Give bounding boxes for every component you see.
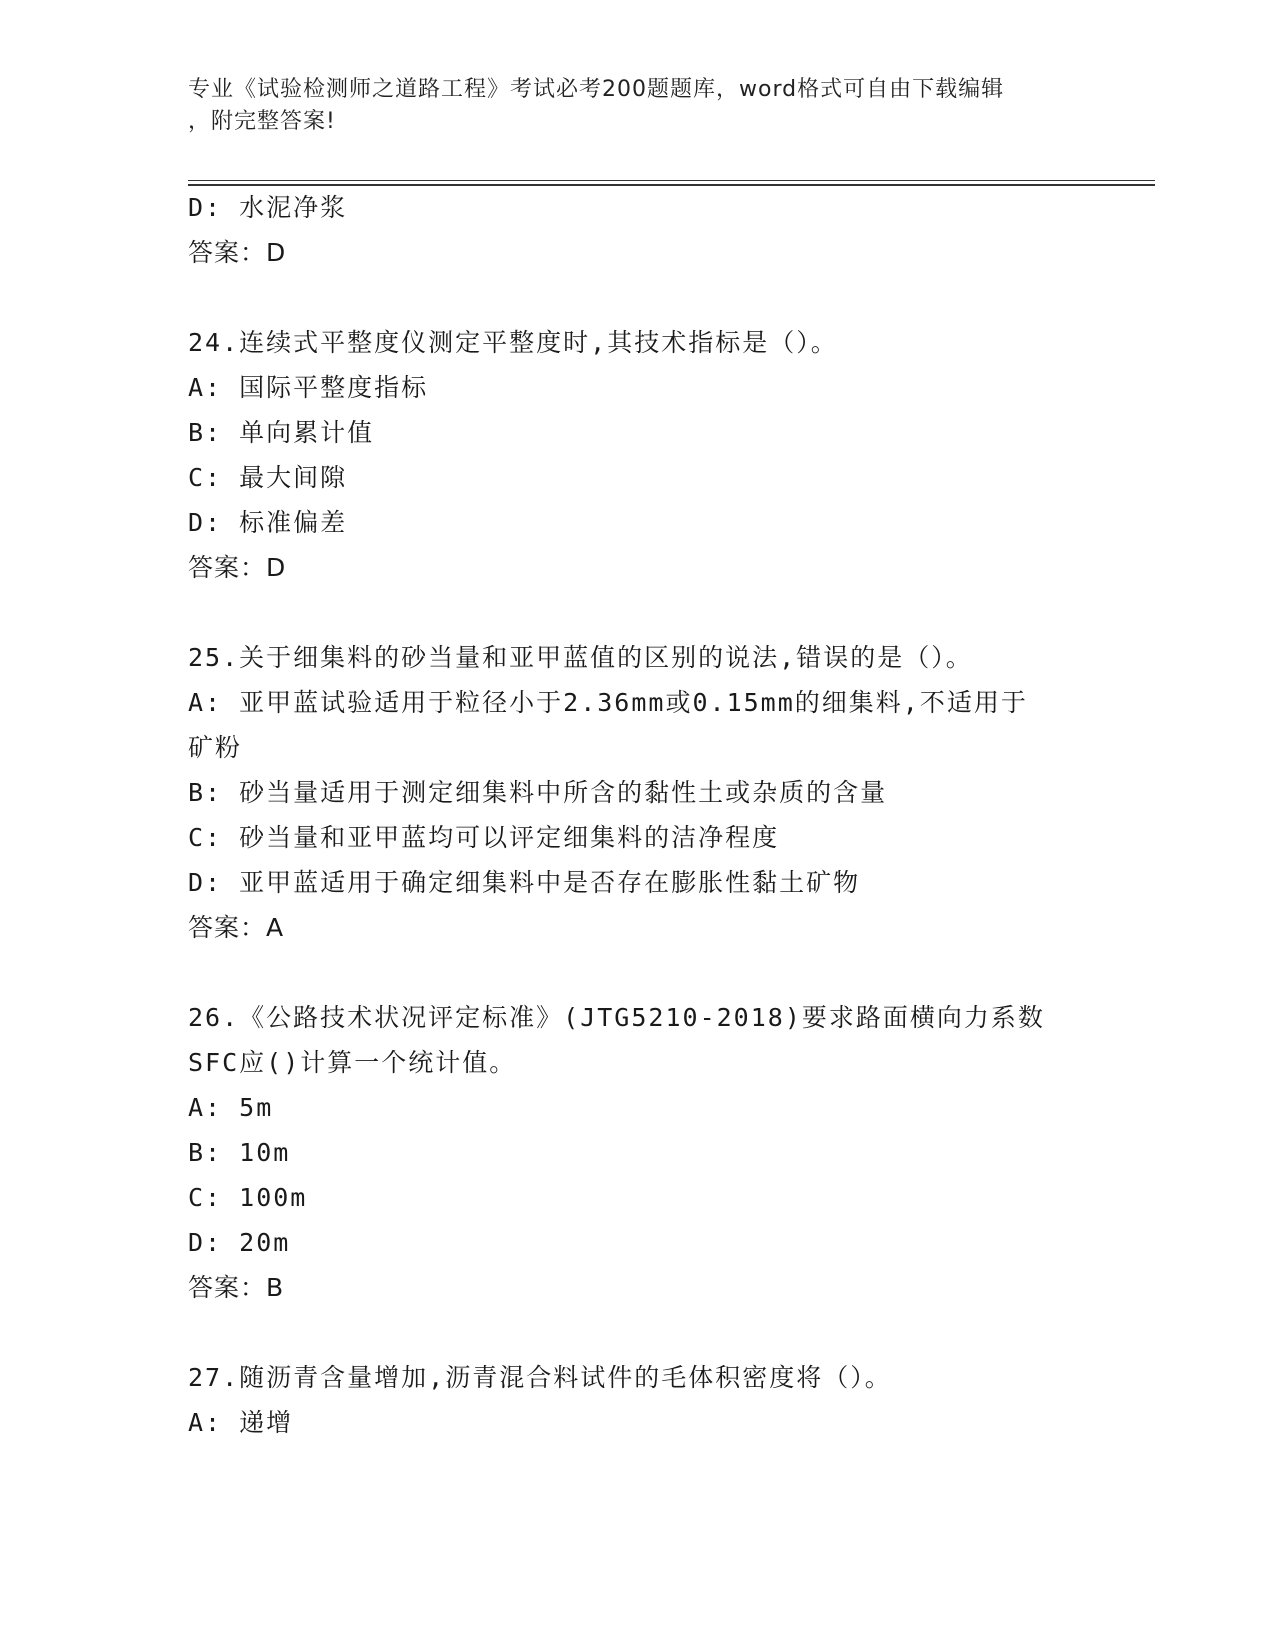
option-a: A: 亚甲蓝试验适用于粒径小于2.36mm或0.15mm的细集料,不适用于 (188, 688, 1028, 717)
header-line-1: 专业《试验检测师之道路工程》考试必考200题题库，word格式可自由下载编辑 (188, 77, 1005, 102)
answer-line: 答案：D (188, 238, 287, 267)
option-c: C: 100m (188, 1183, 308, 1212)
question-24: 24.连续式平整度仪测定平整度时,其技术指标是（）。 (188, 328, 838, 357)
question-27: 27.随沥青含量增加,沥青混合料试件的毛体积密度将（）。 (188, 1363, 892, 1392)
option-b: B: 砂当量适用于测定细集料中所含的黏性土或杂质的含量 (188, 778, 888, 807)
option-b: B: 单向累计值 (188, 418, 375, 447)
answer-line: 答案：D (188, 553, 287, 582)
option-d: D: 20m (188, 1228, 291, 1257)
option-d: D: 标准偏差 (188, 508, 348, 537)
option-b: B: 10m (188, 1138, 291, 1167)
option-c: C: 砂当量和亚甲蓝均可以评定细集料的洁净程度 (188, 823, 780, 852)
option-d: D: 亚甲蓝适用于确定细集料中是否存在膨胀性黏土矿物 (188, 868, 861, 897)
option-a: A: 国际平整度指标 (188, 373, 429, 402)
option-a: A: 递增 (188, 1408, 294, 1437)
header-line-2: ，附完整答案! (188, 109, 336, 134)
answer-line: 答案：A (188, 913, 285, 942)
option-d: D: 水泥净浆 (188, 193, 348, 222)
question-26-continued: SFC应()计算一个统计值。 (188, 1048, 517, 1077)
option-a: A: 5m (188, 1093, 274, 1122)
header-divider-top (188, 180, 1155, 181)
document-header (188, 74, 1088, 138)
question-25: 25.关于细集料的砂当量和亚甲蓝值的区别的说法,错误的是（）。 (188, 643, 973, 672)
header-divider-bottom (188, 184, 1155, 186)
answer-line: 答案：B (188, 1273, 285, 1302)
option-c: C: 最大间隙 (188, 463, 348, 492)
option-a-continued: 矿粉 (188, 733, 243, 762)
question-26: 26.《公路技术状况评定标准》(JTG5210-2018)要求路面横向力系数 (188, 1003, 1045, 1032)
